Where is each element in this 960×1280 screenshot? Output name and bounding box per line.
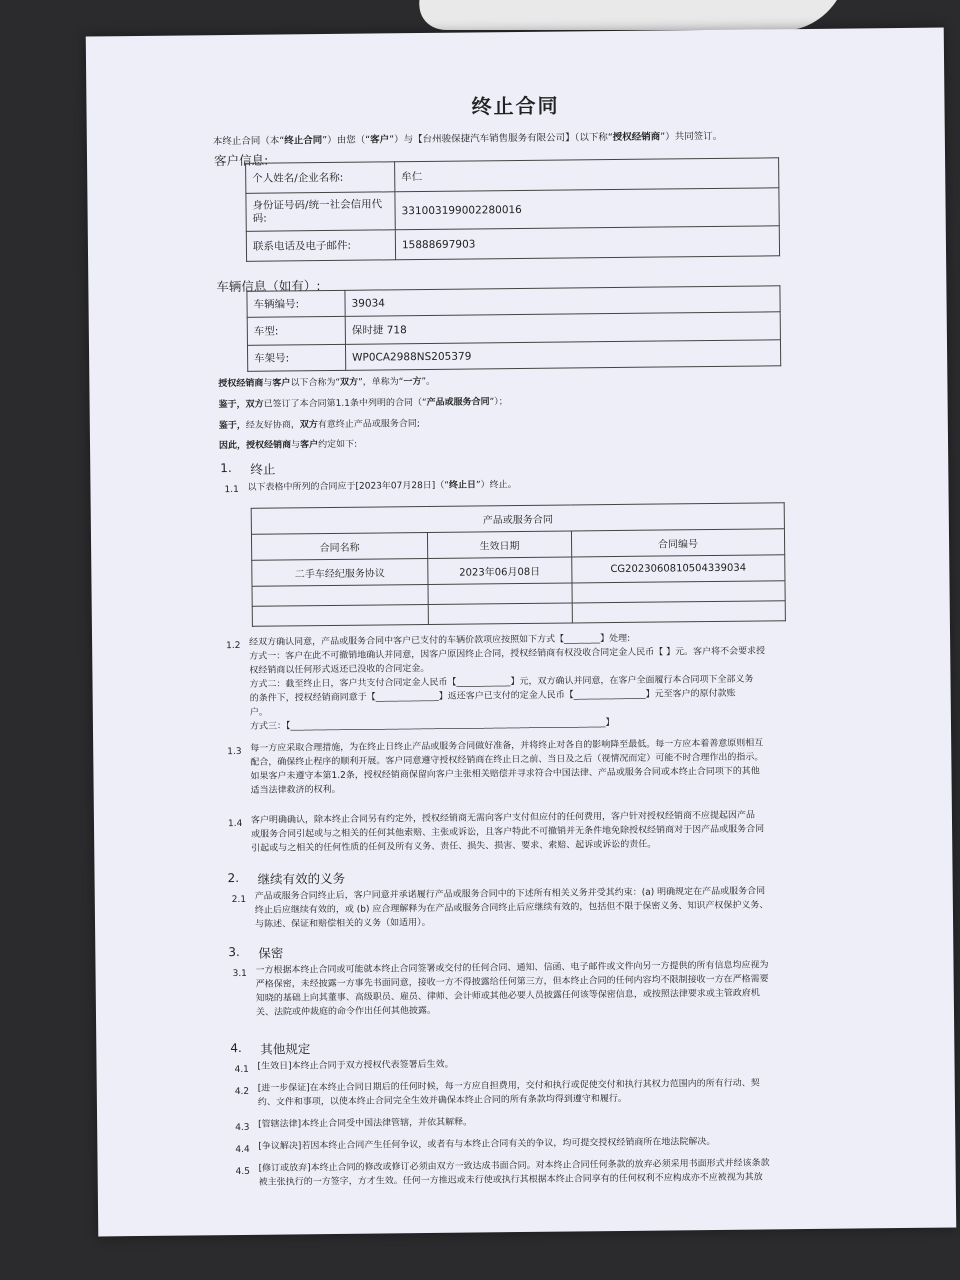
recital-1: 授权经销商与客户以下合称为“双方”，单称为“一方”。 — [218, 376, 436, 390]
clause-1-3-number: 1.3 — [227, 746, 242, 758]
contract-table — [251, 502, 786, 627]
table-row — [252, 601, 785, 627]
clause-4-5-number: 4.5 — [235, 1166, 251, 1178]
clause-4-3-number: 4.3 — [235, 1122, 250, 1134]
contract-no-value: CG2023060810504339034 — [571, 555, 784, 583]
page-title: 终止合同 — [471, 93, 560, 119]
contract-table-header: 产品或服务合同 — [251, 503, 784, 535]
contract-page — [86, 28, 957, 1237]
clause-2-1: 产品或服务合同终止后，客户同意并承诺履行产品或服务合同中的下述所有相关义务并受其约束：(a) 明确规定在产品或服务合同 终止后应继续有效的，或 (b) 应合理解释为在产品或服务合同终止后应继续有效的，包括但不限于保密义务、知识产权保护义务、 与陈述、保证和赔偿相关的义务（如适用）。 — [254, 886, 769, 930]
background-object — [407, 0, 852, 30]
clause-4-1: [生效日]本终止合同于双方授权代表签署后生效。 — [257, 1059, 454, 1072]
section-3-number: 3. — [228, 944, 240, 960]
clause-4-5: [修订或放弃]本终止合同的修改或修订必须由双方一致达成书面合同。对本终止合同任何条款的放弃必须采用书面形式并经该条款 被主张执行的一方签字，方才生效。任何一方推迟或未行使或执行其根据本终止合同享有的任何权利不应构成亦不应被视为其放 — [258, 1158, 770, 1188]
clause-3-1-number: 3.1 — [232, 968, 247, 980]
section-2-number: 2. — [227, 870, 240, 886]
section-1-number: 1. — [220, 461, 232, 476]
table-row — [246, 226, 779, 262]
customer-name-label: 个人姓名/企业名称: — [246, 162, 395, 194]
recital-2: 鉴于，双方已签订了本合同第1.1条中列明的合同（“产品或服务合同”）； — [218, 397, 508, 411]
section-3-title: 保密 — [258, 945, 284, 961]
clause-4-4-number: 4.4 — [235, 1144, 250, 1156]
table-row — [247, 340, 780, 372]
clause-1-4-number: 1.4 — [227, 818, 243, 830]
clause-3-1: 一方根据本终止合同或可能就本终止合同签署或交付的任何合同、通知、信函、电子邮件或文件向另一方提供的所有信息均应视为 严格保密，未经披露一方事先书面同意，接收一方不得披露给任何第三方，但本终止合同的任何内容均不限制接收一方在严格需要 知晓的基础上向其董事、高级职员、雇员、律师、会计师或其他必要人员披露任何该等保密信息，或按照法律要求或主管政府机 关、法院或仲裁庭的命令作出任何其他披露。 — [255, 960, 769, 1018]
vehicle-no-label: 车辆编号: — [247, 290, 345, 317]
clause-4-2: [进一步保证]在本终止合同日期后的任何时候，每一方应自担费用，交付和执行或促使交付和执行其权力范围内的所有行动、契 约、文件和事项，以使本终止合同完全生效并确保本终止合同的所有条款均得到遵守和履行。 — [257, 1078, 760, 1108]
vehicle-model-label: 车型: — [247, 316, 345, 345]
clause-4-3: [管辖法律]本终止合同受中国法律管辖，并依其解释。 — [258, 1117, 473, 1130]
recital-3: 鉴于，经友好协商，双方有意终止产品或服务合同; — [218, 419, 420, 432]
clause-1-3: 每一方应采取合理措施，为在终止日终止产品或服务合同做好准备，并将终止对各自的影响降至最低。每一方应本着善意原则相互 配合，确保终止程序的顺利开展。客户同意遵守授权经销商在终止日之前、当日及之后（视情况而定）可能不时合理作出的指示。 如果客户未遵守本第1.2条，授权经销商保留向客户主张相关赔偿并寻求符合中国法律、产品或服务合同或本终止合同项下的其他 适当法律救济的权利。 — [250, 738, 764, 796]
col-contract-no: 合同编号 — [571, 529, 784, 557]
contract-name-value: 二手车经纪服务协议 — [252, 558, 428, 586]
customer-section-heading: 客户信息: — [213, 152, 269, 169]
clause-1-1-number: 1.1 — [224, 484, 239, 496]
vehicle-model-value: 保时捷 718 — [345, 312, 780, 345]
effective-date-value: 2023年06月08日 — [428, 557, 572, 585]
clause-4-1-number: 4.1 — [234, 1064, 249, 1076]
section-2-title: 继续有效的义务 — [257, 870, 346, 887]
vehicle-info-table — [246, 285, 781, 372]
clause-1-2-number: 1.2 — [226, 640, 241, 652]
vehicle-section-heading: 车辆信息（如有）: — [216, 278, 321, 295]
vin-value: WP0CA2988NS205379 — [345, 340, 780, 371]
section-4-title: 其他规定 — [260, 1041, 311, 1057]
section-4-number: 4. — [230, 1040, 242, 1056]
clause-2-1-number: 2.1 — [231, 894, 247, 906]
customer-id-value: 331003199002280016 — [395, 188, 779, 230]
clause-1-2: 经双方确认同意，产品或服务合同中客户已支付的车辆价款项应按照如下方式【________】处理: 方式一：客户在此不可撤销地确认并同意，因客户原因终止合同，授权经销商有权没收合同定金人民币【 】元。客户将不会要求授 权经销商以任何形式返还已没收的合同定金。 方式二：截至终止日，客户共支付合同定金人民币【____________】元，双方确认并同意，在客户全面履行本合同项下全部义务 的条件下，授权经销商同意于【______________】返还客户已支付的定金人民币【________________】元至客户的原付款账 户。 方式三：【______________________________________________________________________】 — [249, 633, 766, 732]
clause-4-2-number: 4.2 — [234, 1086, 250, 1098]
recital-4: 因此，授权经销商与客户约定如下: — [218, 439, 358, 452]
customer-contact-value: 15888697903 — [395, 226, 779, 260]
customer-contact-label: 联系电话及电子邮件: — [246, 230, 395, 262]
vehicle-no-value: 39034 — [345, 286, 780, 317]
section-1-title: 终止 — [250, 461, 276, 477]
customer-id-label: 身份证号码/统一社会信用代码: — [246, 192, 395, 232]
table-row — [246, 188, 779, 232]
clause-4-4: [争议解决]若因本终止合同产生任何争议，或者有与本终止合同有关的争议，均可提交授权经销商所在地法院解决。 — [258, 1136, 716, 1152]
clause-1-1: 以下表格中所列的合同应于[2023年07月28日]（“终止日”）终止。 — [247, 480, 517, 493]
customer-name-value: 牟仁 — [395, 158, 779, 192]
intro-paragraph: 本终止合同（本“终止合同”）由您（“客户”）与【台州骏保捷汽车销售服务有限公司】（以下称“授权经销商”）共同签订。 — [212, 130, 723, 148]
clause-1-4: 客户明确确认，除本终止合同另有约定外，授权经销商无需向客户支付但应付的任何费用，客户针对授权经销商不应提起因产品 或服务合同引起或与之相关的任何其他索赔、主张或诉讼，且客户特此不可撤销并无条件地免除授权经销商对于因产品或服务合同 引起或与之相关的任何性质的任何及所有义务、责任、损失、损害、要求、索赔、起诉或诉讼的责任。 — [250, 810, 765, 854]
col-contract-name: 合同名称 — [251, 532, 427, 560]
col-effective-date: 生效日期 — [427, 531, 571, 559]
customer-info-table — [245, 157, 780, 262]
vin-label: 车架号: — [247, 344, 345, 371]
